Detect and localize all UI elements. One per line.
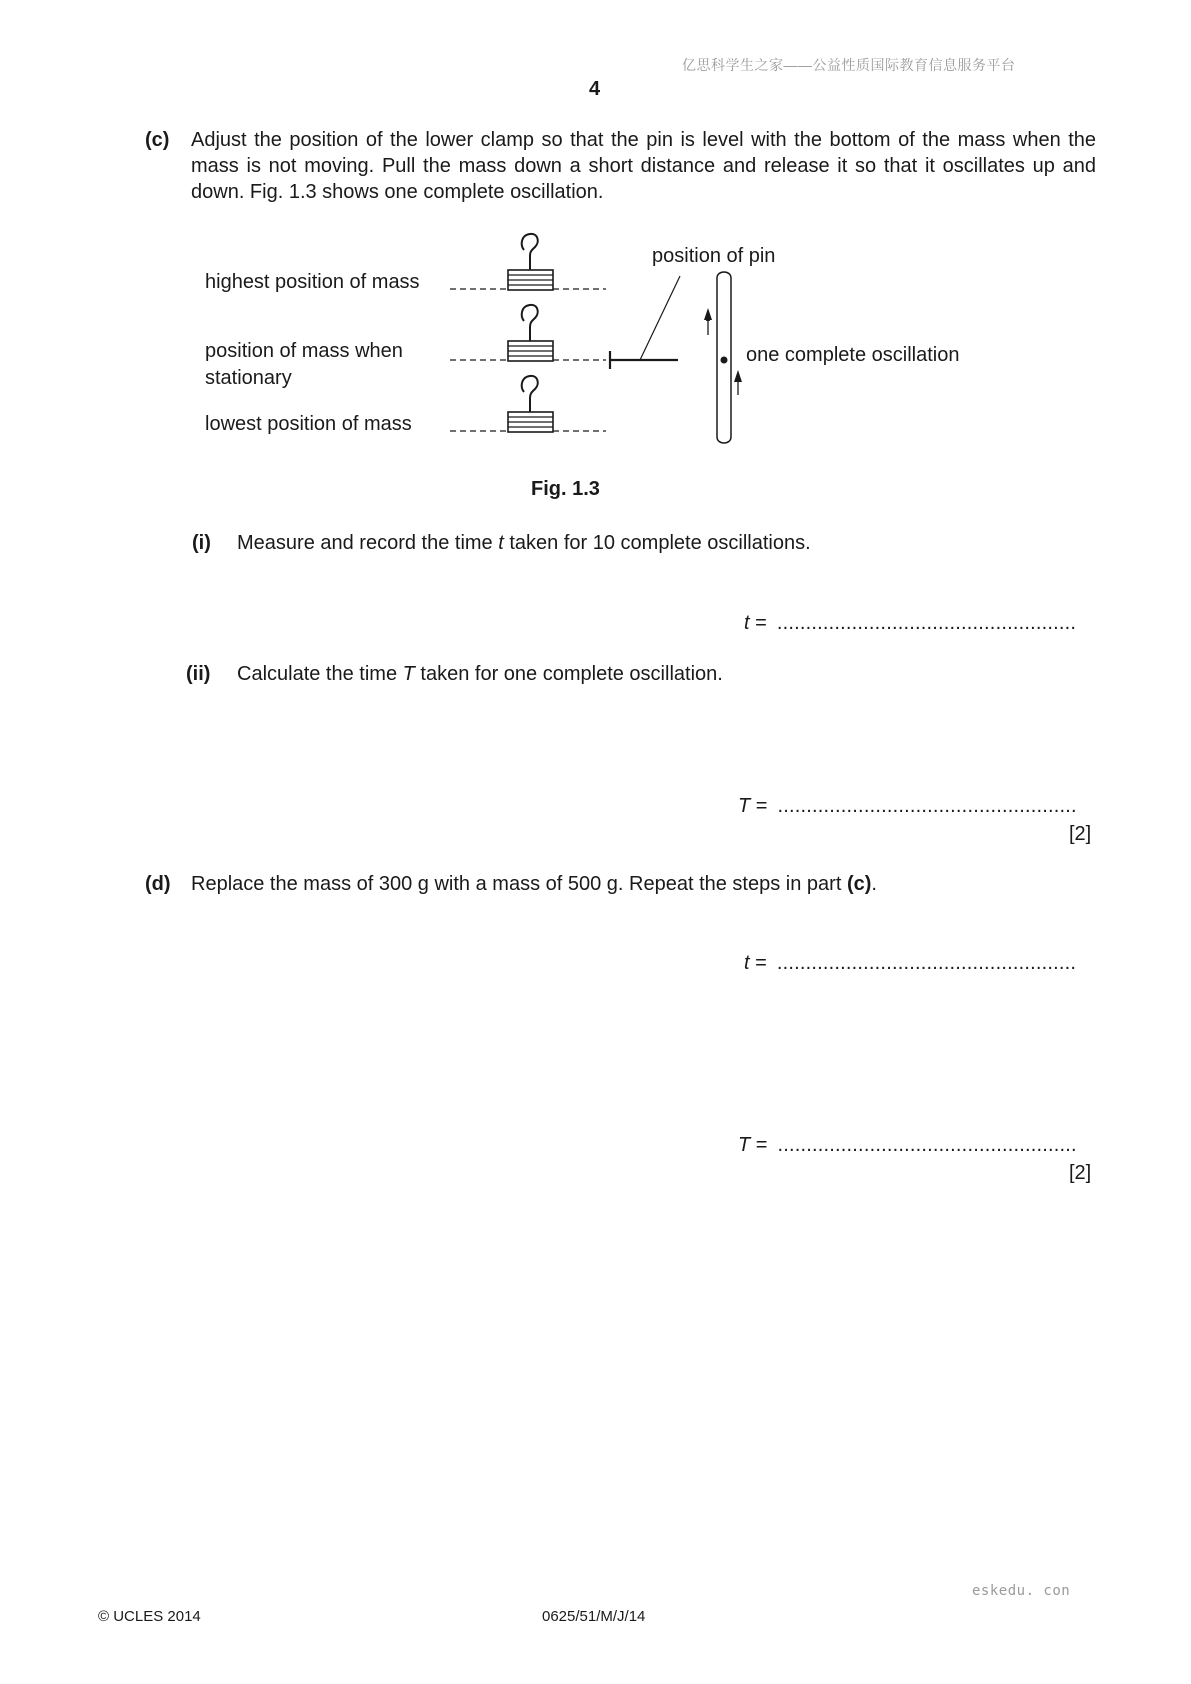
label-oscillation: one complete oscillation — [746, 344, 960, 366]
label-pin: position of pin — [652, 245, 776, 267]
part-c-text: Adjust the position of the lower clamp so that the pin is level with the bottom of the mass when the mass is not moving. Pull the mass down a short distance and release it so that it oscillates up and down. Fig. 1.3 shows one complete oscillation. — [191, 129, 1096, 203]
marks-c: [2] — [1069, 823, 1092, 845]
figure-caption: Fig. 1.3 — [531, 478, 600, 500]
mass-lowest — [508, 376, 553, 432]
mass-stationary — [508, 305, 553, 361]
answer-c-ii: T = .................................................... — [738, 795, 1077, 817]
part-c-label: (c) — [145, 129, 170, 151]
label-stationary-1: position of mass when — [205, 340, 403, 362]
answer-d-T-field[interactable]: .................................................... — [777, 1134, 1077, 1156]
figure-1-3 — [0, 220, 1191, 460]
part-c-ii-text: Calculate the time T taken for one complete oscillation. — [237, 663, 723, 685]
page-number: 4 — [589, 78, 601, 100]
pin — [610, 351, 678, 369]
oscillation-loop — [706, 272, 731, 443]
pin-pointer-line — [640, 276, 680, 360]
answer-c-ii-field[interactable]: .................................................... — [777, 795, 1077, 817]
header-watermark: 亿思科学生之家——公益性质国际教育信息服务平台 — [682, 57, 1016, 73]
answer-d-t-field[interactable]: .................................................... — [776, 952, 1077, 974]
part-d-text: Replace the mass of 300 g with a mass of 500 g. Repeat the steps in part (c). — [191, 873, 877, 895]
label-stationary-2: stationary — [205, 367, 292, 389]
answer-c-i: t = .................................................... — [744, 612, 1077, 634]
answer-d-t: t = .................................................... — [744, 952, 1077, 974]
label-highest: highest position of mass — [205, 271, 420, 293]
part-c-i-text: Measure and record the time t taken for 10 complete oscillations. — [237, 532, 811, 554]
arrow-up-left — [704, 308, 712, 335]
label-lowest: lowest position of mass — [205, 413, 412, 435]
part-d-label: (d) — [145, 873, 171, 895]
part-c-ii-label: (ii) — [186, 663, 211, 685]
footer-code: 0625/51/M/J/14 — [542, 1608, 646, 1625]
footer-site: eskedu. con — [972, 1583, 1071, 1599]
part-c-i-label: (i) — [192, 532, 211, 554]
marks-d: [2] — [1069, 1162, 1092, 1184]
arrow-up-right — [734, 370, 742, 395]
mass-highest — [508, 234, 553, 290]
answer-c-i-field[interactable]: .................................................... — [776, 612, 1077, 634]
footer-copyright: © UCLES 2014 — [98, 1608, 201, 1625]
answer-d-T: T = .................................................... — [738, 1134, 1077, 1156]
